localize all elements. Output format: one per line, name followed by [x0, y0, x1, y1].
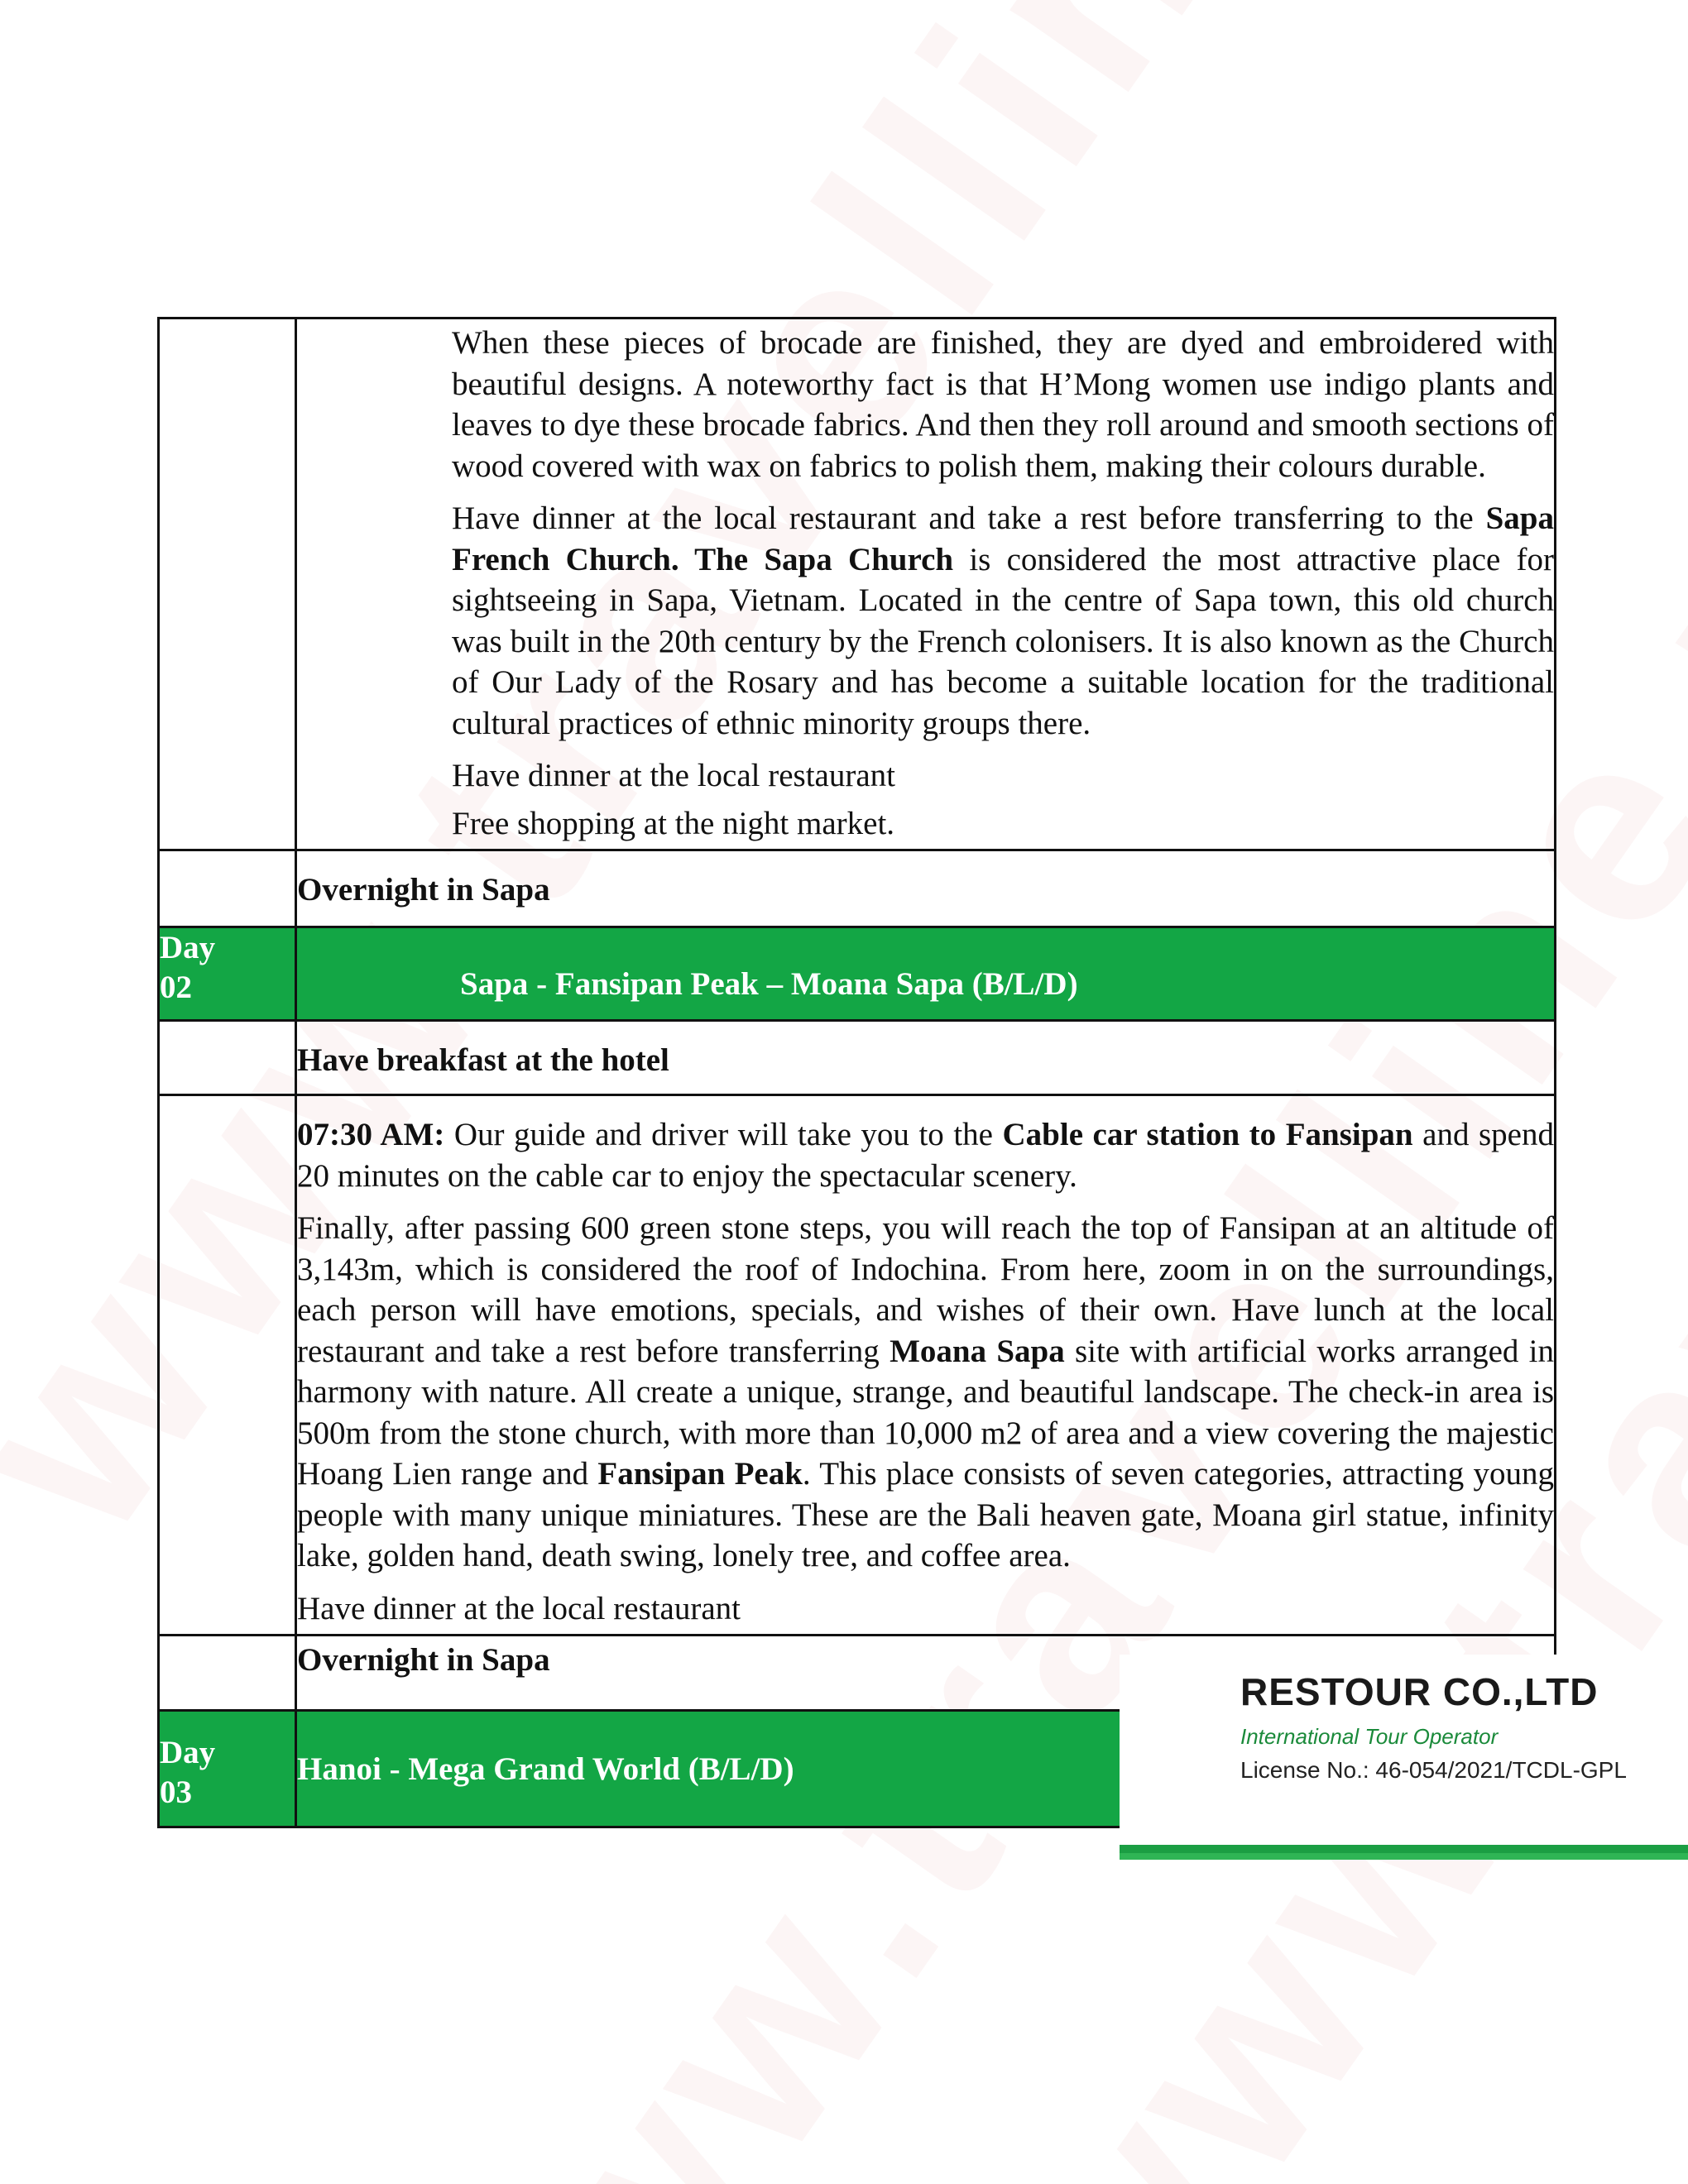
day-number: 02 — [160, 969, 192, 1005]
day-title-02: Sapa - Fansipan Peak – Moana Sapa (B/L/D) — [296, 927, 1556, 1020]
paragraph-cable-car — [297, 1114, 1554, 1196]
text-bold-church: Sapa French Church. The Sapa Church — [452, 500, 1554, 577]
text-span: Our guide and driver will take you to the — [444, 1117, 1003, 1152]
itinerary-row-continuation — [159, 318, 1556, 850]
day-header-row-02 — [159, 927, 1556, 1020]
day-title-03: Hanoi - Mega Grand World (B/L/D) — [296, 1710, 1556, 1827]
paragraph-fansipan — [297, 1208, 1554, 1577]
paragraph-brocade: When these pieces of brocade are finished, they are dyed and embroidered with beautiful designs. A noteworthy fact is that H’Mong women use indigo plants and leaves to dye these brocade fabrics. And then they roll around and smooth sections of wood covered with wax on fabrics to polish them, making their colours durable. — [452, 325, 1554, 484]
time-label: 07:30 AM: — [297, 1117, 445, 1152]
breakfast-text: Have breakfast at the hotel — [297, 1042, 669, 1078]
text-span: is considered the most attractive place for sightseeing in Sapa, Vietnam. Located in the centre of Sapa town, this old church was built in the 20th century by the French colonisers. It is also known as the Church of Our Lady of the Rosary and has become a suitable location for the traditional cultural practices of ethnic minority groups there. — [452, 541, 1554, 741]
itinerary-row-overnight — [159, 850, 1556, 927]
breakfast-cell — [296, 1020, 1556, 1095]
day-label-03 — [159, 1710, 296, 1827]
day-cell-empty — [159, 318, 296, 850]
itinerary-row-day2-activities — [159, 1095, 1556, 1636]
overnight-text: Overnight in Sapa — [297, 872, 550, 908]
company-license: License No.: 46-054/2021/TCDL-GPL — [1240, 1757, 1627, 1783]
text-bold-cable-car: Cable car station to Fansipan — [1002, 1117, 1413, 1152]
activity-cell — [296, 318, 1556, 850]
paragraph-dinner: Have dinner at the local restaurant — [452, 758, 896, 793]
day-label-02 — [159, 927, 296, 1020]
day-cell-empty — [159, 1020, 296, 1095]
text-span: . This place consists of seven categories, attracting young people with many unique miniatures. These are the Bali heaven gate, Moana girl statue, infinity lake, golden hand, death swing, lonely tree, and coffee area. — [297, 1456, 1555, 1573]
itinerary-row-breakfast — [159, 1020, 1556, 1095]
overnight-cell — [296, 850, 1556, 927]
day-cell-empty — [159, 1095, 296, 1636]
stamp-accent-bar — [1120, 1845, 1688, 1853]
activity-cell — [296, 1095, 1556, 1636]
text-span: Finally, after passing 600 green stone steps, you will reach the top of Fansipan at an altitude of 3,143m, which is considered the roof of Indochina. From here, zoom in on the surroundings, each person will have emotions, specials, and wishes of their own. Have lunch at the local restaurant and take a rest before transferring — [297, 1210, 1554, 1369]
day-word: Day — [160, 929, 216, 965]
text-bold-moana: Moana Sapa — [890, 1333, 1065, 1369]
company-subtitle: International Tour Operator — [1240, 1724, 1499, 1749]
paragraph-sapa-church — [452, 498, 1554, 744]
overnight-text: Overnight in Sapa — [297, 1642, 550, 1678]
stamp-accent-bar — [1120, 1853, 1688, 1860]
company-stamp — [1120, 1655, 1688, 1853]
day-word: Day — [160, 1734, 216, 1770]
text-span: and spend 20 minutes on the cable car to enjoy the spectacular scenery. — [297, 1117, 1554, 1194]
day-cell-empty — [159, 850, 296, 927]
text-span: site with artificial works arranged in harmony with nature. All create a unique, strange, and beautiful landscape. The check-in area is 500m from the stone church, with more than 10,000 m2 of area and a view covering the majestic Hoang Lien range and — [297, 1333, 1554, 1492]
text-bold-fansipan: Fansipan Peak — [597, 1456, 803, 1492]
paragraph-shopping: Free shopping at the night market. — [452, 805, 895, 841]
itinerary-table — [157, 317, 1556, 1828]
paragraph-dinner: Have dinner at the local restaurant — [297, 1590, 741, 1626]
text-span: Have dinner at the local restaurant and take a rest before transferring to the — [452, 500, 1486, 536]
day-cell-empty — [159, 1636, 296, 1711]
day-number: 03 — [160, 1774, 192, 1810]
company-name: RESTOUR CO.,LTD — [1240, 1670, 1599, 1713]
